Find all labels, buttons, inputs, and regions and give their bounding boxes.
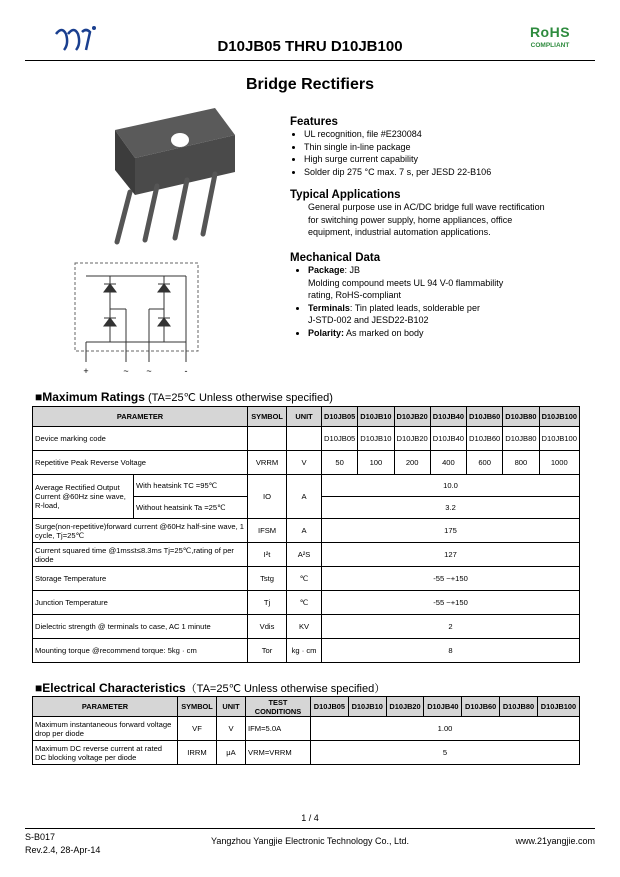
features-heading: Features bbox=[290, 116, 338, 128]
compliant-label: COMPLIANT bbox=[530, 42, 570, 49]
mechanical-list-2 bbox=[290, 302, 590, 315]
package-value: : JB bbox=[344, 265, 361, 275]
applications-line: equipment, industrial automation applications. bbox=[308, 227, 491, 237]
terminals-value: : Tin plated leads, solderable per bbox=[349, 302, 480, 313]
subparam-cell: With heatsink TC =95℃ bbox=[134, 475, 248, 497]
circuit-diagram bbox=[74, 262, 204, 377]
elec-table bbox=[32, 696, 580, 765]
value-cell: 100 bbox=[358, 451, 394, 475]
value-cell: 5 bbox=[311, 741, 580, 765]
value-cell: 200 bbox=[394, 451, 430, 475]
param-cell: Device marking code bbox=[33, 427, 248, 451]
value-cell: 800 bbox=[503, 451, 539, 475]
table-row bbox=[33, 591, 580, 615]
col-header: PARAMETER bbox=[33, 407, 248, 427]
max-ratings-table bbox=[32, 406, 580, 663]
unit-cell: kg · cm bbox=[287, 639, 322, 663]
max-ratings-condition: (TA=25℃ Unless otherwise specified) bbox=[144, 392, 333, 404]
max-ratings-title: Maximum Ratings bbox=[42, 390, 145, 404]
value-cell: D10JB100 bbox=[539, 427, 579, 451]
unit-cell: V bbox=[287, 451, 322, 475]
value-cell: D10JB05 bbox=[322, 427, 358, 451]
col-header: D10JB100 bbox=[539, 407, 579, 427]
mechanical-section bbox=[290, 252, 590, 339]
value-cell: D10JB40 bbox=[430, 427, 466, 451]
symbol-cell: IRRM bbox=[178, 741, 217, 765]
condition-cell: IFM=5.0A bbox=[246, 717, 311, 741]
elec-heading: ■Electrical Characteristics（TA=25℃ Unless otherwise specified） bbox=[35, 681, 386, 695]
col-header: D10JB100 bbox=[537, 697, 579, 717]
col-header: D10JB10 bbox=[348, 697, 386, 717]
applications-text bbox=[290, 201, 590, 239]
col-header: D10JB20 bbox=[386, 697, 424, 717]
col-header: D10JB80 bbox=[503, 407, 539, 427]
terminals-label: Terminals bbox=[308, 302, 350, 313]
elec-condition: （TA=25℃ Unless otherwise specified） bbox=[185, 683, 386, 695]
value-cell: D10JB20 bbox=[394, 427, 430, 451]
feature-item: • Solder dip 275 °C max. 7 s, per JESD 22-B106 bbox=[304, 166, 590, 179]
col-header: D10JB05 bbox=[322, 407, 358, 427]
elec-title: Electrical Characteristics bbox=[42, 681, 186, 695]
table-header-row bbox=[33, 697, 580, 717]
feature-item: • Thin single in-line package bbox=[304, 141, 590, 154]
mechanical-item bbox=[308, 327, 590, 340]
website-link[interactable]: www.21yangjie.com bbox=[515, 836, 595, 846]
value-cell: 1.00 bbox=[311, 717, 580, 741]
unit-cell: ℃ bbox=[287, 567, 322, 591]
col-header: TEST CONDITIONS bbox=[246, 697, 311, 717]
table-header-row bbox=[33, 407, 580, 427]
doc-code: S-B017 bbox=[25, 832, 56, 842]
table-row bbox=[33, 451, 580, 475]
col-header: SYMBOL bbox=[178, 697, 217, 717]
revision: Rev.2.4, 28-Apr-14 bbox=[25, 845, 101, 855]
mechanical-list-3 bbox=[290, 327, 590, 340]
table-row bbox=[33, 519, 580, 543]
param-cell: Current squared time @1ms≤t≤8.3ms Tj=25℃,rating of per diode bbox=[33, 543, 248, 567]
pin-ac2: ~ bbox=[146, 366, 152, 376]
table-row bbox=[33, 427, 580, 451]
polarity-value: As marked on body bbox=[344, 327, 424, 338]
page-number: 1 / 4 bbox=[301, 813, 319, 823]
col-header: D10JB20 bbox=[394, 407, 430, 427]
symbol-cell: IO bbox=[248, 475, 287, 519]
value-cell: 400 bbox=[430, 451, 466, 475]
pin-ac1: ~ bbox=[123, 366, 129, 376]
molding-line: Molding compound meets UL 94 V-0 flammability bbox=[308, 277, 504, 288]
value-cell: 50 bbox=[322, 451, 358, 475]
param-cell: Surge(non-repetitive)forward current @60Hz half-sine wave, 1 cycle, Tj=25℃ bbox=[33, 519, 248, 543]
features-section bbox=[290, 116, 590, 178]
table-row bbox=[33, 475, 580, 497]
col-header: D10JB60 bbox=[467, 407, 503, 427]
table-row bbox=[33, 639, 580, 663]
header-rule bbox=[25, 60, 595, 61]
mechanical-item bbox=[308, 264, 590, 277]
mechanical-heading: Mechanical Data bbox=[290, 252, 381, 264]
terminals-line2: J-STD-002 and JESD22-B102 bbox=[308, 315, 429, 325]
condition-cell: VRM=VRRM bbox=[246, 741, 311, 765]
col-header: UNIT bbox=[217, 697, 246, 717]
col-header: D10JB40 bbox=[424, 697, 462, 717]
value-cell: 8 bbox=[322, 639, 580, 663]
symbol-cell: Vdis bbox=[248, 615, 287, 639]
symbol-cell: Tj bbox=[248, 591, 287, 615]
value-cell: 127 bbox=[322, 543, 580, 567]
mechanical-item bbox=[308, 302, 590, 315]
col-header: D10JB10 bbox=[358, 407, 394, 427]
col-header: UNIT bbox=[287, 407, 322, 427]
unit-cell: A bbox=[287, 475, 322, 519]
param-cell: Maximum DC reverse current at rated DC blocking voltage per diode bbox=[33, 741, 178, 765]
applications-section bbox=[290, 189, 590, 239]
footer-rule bbox=[25, 828, 595, 829]
unit-cell: A²S bbox=[287, 543, 322, 567]
col-header: D10JB05 bbox=[311, 697, 349, 717]
applications-heading: Typical Applications bbox=[290, 189, 401, 201]
table-row bbox=[33, 741, 580, 765]
value-cell: -55 ~+150 bbox=[322, 567, 580, 591]
unit-cell: ℃ bbox=[287, 591, 322, 615]
symbol-cell: I²t bbox=[248, 543, 287, 567]
value-cell: 1000 bbox=[539, 451, 579, 475]
col-header: SYMBOL bbox=[248, 407, 287, 427]
unit-cell: KV bbox=[287, 615, 322, 639]
col-header: D10JB80 bbox=[500, 697, 538, 717]
table-row bbox=[33, 567, 580, 591]
value-cell: 10.0 bbox=[322, 475, 580, 497]
param-cell: Junction Temperature bbox=[33, 591, 248, 615]
polarity-label: Polarity: bbox=[308, 327, 345, 338]
col-header: D10JB40 bbox=[430, 407, 466, 427]
molding-line: rating, RoHS-compliant bbox=[308, 290, 402, 300]
subparam-cell: Without heatsink Ta =25℃ bbox=[134, 497, 248, 519]
page-subtitle: Bridge Rectifiers bbox=[245, 76, 375, 93]
applications-line: General purpose use in AC/DC bridge full wave rectification bbox=[308, 202, 545, 212]
symbol-cell: Tstg bbox=[248, 567, 287, 591]
feature-item: • High surge current capability bbox=[304, 153, 590, 166]
value-cell: -55 ~+150 bbox=[322, 591, 580, 615]
col-header: PARAMETER bbox=[33, 697, 178, 717]
max-ratings-heading: ■Maximum Ratings (TA=25℃ Unless otherwise specified) bbox=[35, 390, 333, 404]
unit-cell: A bbox=[287, 519, 322, 543]
symbol-cell: VRRM bbox=[248, 451, 287, 475]
package-label: Package bbox=[308, 265, 345, 275]
pin-minus: - bbox=[184, 366, 188, 376]
feature-item: • UL recognition, file #E230084 bbox=[304, 128, 590, 141]
symbol-cell: VF bbox=[178, 717, 217, 741]
pin-plus: + bbox=[83, 366, 89, 376]
value-cell: D10JB80 bbox=[503, 427, 539, 451]
rohs-badge bbox=[515, 24, 585, 49]
unit-cell: V bbox=[217, 717, 246, 741]
molding-text bbox=[290, 277, 590, 302]
col-header: D10JB60 bbox=[462, 697, 500, 717]
table-row bbox=[33, 543, 580, 567]
symbol-cell: IFSM bbox=[248, 519, 287, 543]
table-row bbox=[33, 717, 580, 741]
param-cell: Repetitive Peak Reverse Voltage bbox=[33, 451, 248, 475]
symbol-cell: Tor bbox=[248, 639, 287, 663]
features-list bbox=[290, 128, 590, 178]
param-cell: Storage Temperature bbox=[33, 567, 248, 591]
value-cell: D10JB60 bbox=[467, 427, 503, 451]
table-row bbox=[33, 615, 580, 639]
package-image bbox=[95, 100, 245, 250]
value-cell: 175 bbox=[322, 519, 580, 543]
param-cell: Maximum instantaneous forward voltage drop per diode bbox=[33, 717, 178, 741]
rohs-label: RoHS bbox=[529, 24, 571, 40]
unit-cell: μA bbox=[217, 741, 246, 765]
value-cell: 2 bbox=[322, 615, 580, 639]
value-cell: D10JB10 bbox=[358, 427, 394, 451]
param-cell: Dielectric strength @ terminals to case, AC 1 minute bbox=[33, 615, 248, 639]
applications-line: for switching power supply, home appliances, office bbox=[308, 214, 513, 225]
value-cell: 600 bbox=[467, 451, 503, 475]
param-cell: Average Rectified Output Current @60Hz sine wave, R-load, bbox=[33, 475, 134, 519]
company-name: Yangzhou Yangjie Electronic Technology Co., Ltd. bbox=[211, 836, 409, 846]
mechanical-list bbox=[290, 264, 590, 277]
document-title: D10JB05 THRU D10JB100 bbox=[217, 38, 403, 55]
param-cell: Mounting torque @recommend torque: 5kg · cm bbox=[33, 639, 248, 663]
value-cell: 3.2 bbox=[322, 497, 580, 519]
